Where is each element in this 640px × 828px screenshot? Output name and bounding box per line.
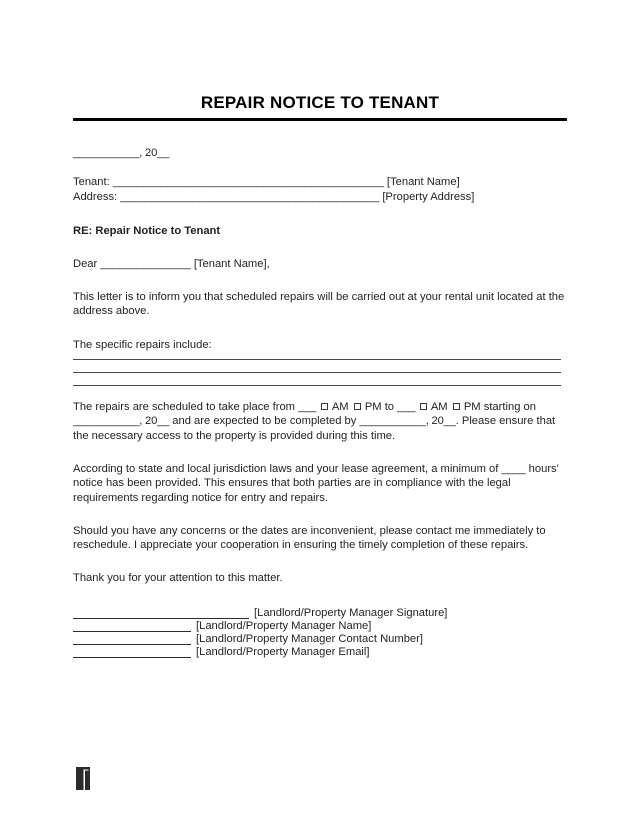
schedule-text-1: The repairs are scheduled to take place from: [73, 401, 296, 414]
start-date-blank[interactable]: ___________, 20__: [73, 415, 170, 428]
signature-row: [73, 619, 567, 632]
manager-name-label: [Landlord/Property Manager Name]: [196, 619, 372, 632]
subject-line: RE: Repair Notice to Tenant: [73, 224, 221, 237]
manager-phone-blank[interactable]: [73, 633, 191, 645]
schedule-paragraph: [73, 400, 567, 443]
notice-paragraph: [73, 462, 567, 505]
closing-paragraph: Thank you for your attention to this matter.: [73, 572, 283, 585]
start-pm-label: PM: [364, 401, 382, 414]
notice-hours-blank[interactable]: ____: [501, 462, 526, 475]
signature-row: [73, 606, 567, 619]
schedule-text-3: and are expected to be completed by: [172, 415, 357, 428]
schedule-to-label: to: [384, 401, 395, 414]
spacer: [73, 205, 567, 224]
signature-row: [73, 632, 567, 645]
tenant-placeholder: [Tenant Name]: [386, 175, 460, 188]
repair-description-lines: [73, 352, 567, 386]
document-content: [73, 0, 567, 658]
signature-block: [73, 586, 567, 658]
start-am-label: AM: [331, 401, 349, 414]
salutation-row: [73, 257, 567, 271]
address-input-blank[interactable]: ___________________________________________: [120, 190, 380, 203]
spacer: [73, 552, 567, 571]
salutation-placeholder: [Tenant Name],: [193, 257, 270, 270]
schedule-text-2: starting on: [483, 401, 536, 414]
end-pm-checkbox[interactable]: [453, 403, 460, 410]
reschedule-paragraph: Should you have any concerns or the dates are inconvenient, please contact me immediately to reschedule. I appreciate your cooperation in ensuring the timely completion of these repairs.: [73, 524, 546, 552]
manager-phone-label: [Landlord/Property Manager Contact Number]: [196, 632, 423, 645]
notice-text-2: hours' notice has been provided. This ensures that both parties are in compliance with the legal requirements regarding notice for entry and repairs.: [73, 462, 559, 504]
tenant-label: Tenant:: [73, 175, 110, 188]
address-label: Address:: [73, 190, 118, 203]
page-title: REPAIR NOTICE TO TENANT: [200, 93, 440, 112]
spacer: [73, 271, 567, 290]
spacer: [73, 386, 567, 400]
signature-blank[interactable]: [73, 607, 249, 619]
end-pm-label: PM: [463, 401, 481, 414]
repairs-heading: The specific repairs include:: [73, 338, 212, 351]
legal-templates-logo-icon: [76, 767, 97, 790]
address-placeholder: [Property Address]: [382, 190, 475, 203]
spacer: [73, 443, 567, 462]
manager-email-blank[interactable]: [73, 646, 191, 658]
salutation-prefix: Dear: [73, 257, 98, 270]
spacer: [73, 161, 567, 175]
repair-line[interactable]: [73, 372, 561, 373]
manager-name-blank[interactable]: [73, 620, 191, 632]
address-field-row: [73, 190, 567, 205]
signature-label: [Landlord/Property Manager Signature]: [254, 606, 448, 619]
spacer: [73, 319, 567, 338]
tenant-field-row: [73, 175, 567, 190]
start-pm-checkbox[interactable]: [354, 403, 361, 410]
notice-text-1: According to state and local jurisdiction laws and your lease agreement, a minimum of: [73, 462, 499, 475]
repair-line[interactable]: [73, 359, 561, 360]
end-am-checkbox[interactable]: [420, 403, 427, 410]
spacer: [73, 505, 567, 524]
salutation-name-blank[interactable]: _______________: [100, 257, 191, 270]
schedule-text-4: . Please ensure that the necessary access to the property is provided during this time.: [73, 415, 556, 442]
date-line-row: [73, 121, 567, 161]
spacer: [73, 238, 567, 257]
tenant-input-blank[interactable]: _____________________________________________: [112, 175, 384, 188]
end-time-blank[interactable]: ___: [397, 401, 416, 414]
start-am-checkbox[interactable]: [321, 403, 328, 410]
intro-paragraph: This letter is to inform you that scheduled repairs will be carried out at your rental unit located at the address above.: [73, 291, 565, 318]
end-date-blank[interactable]: ___________, 20__: [359, 415, 456, 428]
start-time-blank[interactable]: ___: [298, 401, 317, 414]
manager-email-label: [Landlord/Property Manager Email]: [196, 645, 370, 658]
date-blank[interactable]: ___________, 20__: [73, 146, 170, 159]
signature-row: [73, 645, 567, 658]
end-am-label: AM: [430, 401, 448, 414]
